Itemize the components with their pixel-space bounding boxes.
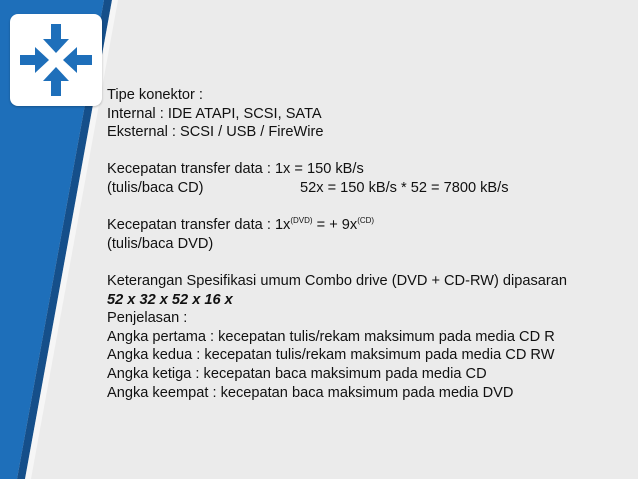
konektor-internal: Internal : IDE ATAPI, SCSI, SATA	[107, 105, 322, 122]
slide-content	[107, 86, 627, 402]
spec-intro: Keterangan Spesifikasi umum Combo drive (DVD + CD-RW) dipasaran	[107, 272, 568, 289]
konektor-external: Eksternal : SCSI / USB / FireWire	[107, 124, 324, 141]
angka-kedua: Angka kedua : kecepatan tulis/rekam maksimum pada media CD RW	[107, 347, 555, 364]
angka-keempat: Angka keempat : kecepatan baca maksimum pada media DVD	[107, 384, 514, 401]
angka-pertama: Angka pertama : kecepatan tulis/rekam maksimum pada media CD R	[107, 328, 555, 345]
dvd-sup-dvd: (DVD)	[290, 216, 313, 226]
cd-speed-label: Kecepatan transfer data :	[107, 161, 275, 178]
dvd-mid: = + 9x	[312, 217, 358, 234]
spec-code: 52 x 32 x 52 x 16 x	[107, 291, 233, 308]
cd-speed-value: 1x = 150 kB/s	[274, 161, 364, 178]
dvd-sup-cd: (CD)	[357, 216, 375, 226]
cd-calc: 52x = 150 kB/s * 52 = 7800 kB/s	[300, 179, 509, 196]
cd-mode: (tulis/baca CD)	[107, 179, 204, 196]
cd-speed-line	[107, 160, 627, 179]
dvd-speed-label: Kecepatan transfer data :	[107, 217, 275, 234]
logo	[10, 14, 102, 106]
konektor-title: Tipe konektor :	[107, 87, 203, 103]
explain-title: Penjelasan :	[107, 310, 188, 327]
cd-mode-line	[107, 179, 627, 198]
angka-ketiga: Angka ketiga : kecepatan baca maksimum pada media CD	[107, 365, 487, 382]
dvd-mode: (tulis/baca DVD)	[107, 235, 214, 252]
dvd-speed-line	[107, 216, 627, 235]
converging-arrows-icon	[10, 14, 102, 106]
dvd-x1: 1x	[274, 217, 291, 234]
